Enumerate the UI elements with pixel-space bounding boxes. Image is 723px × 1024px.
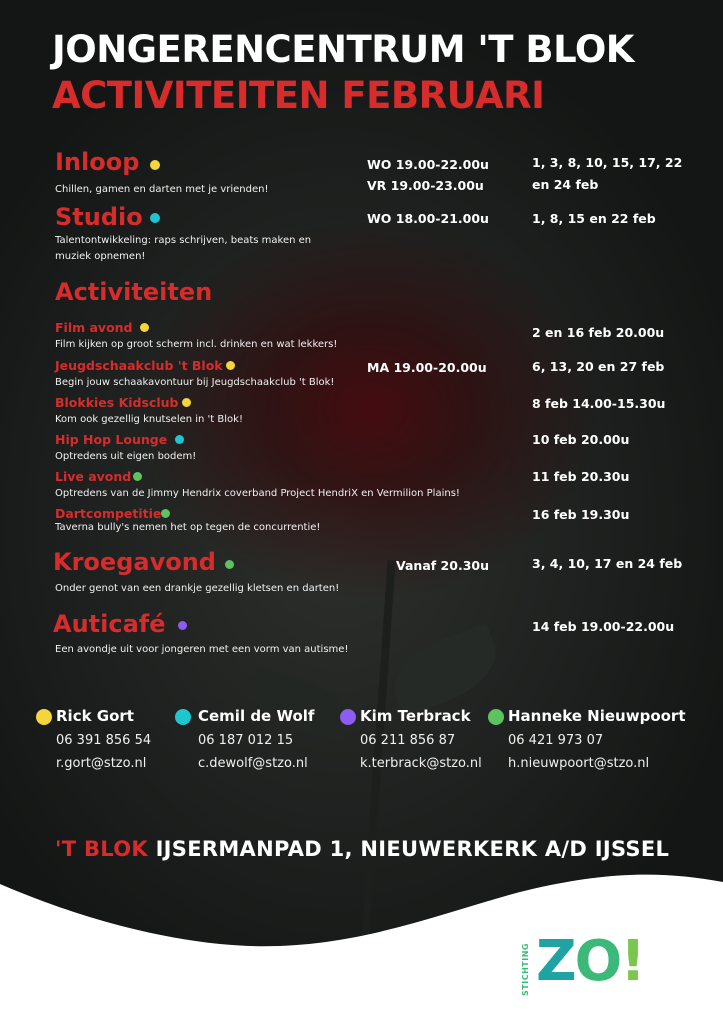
inloop-dates-cont: en 24 feb bbox=[532, 177, 599, 192]
kroegavond-time: Vanaf 20.30u bbox=[396, 558, 489, 573]
inloop-dates: 1, 3, 8, 10, 15, 17, 22 bbox=[532, 155, 683, 170]
auticafe-description: Een avondje uit voor jongeren met een vorm van autisme! bbox=[55, 644, 349, 655]
contact-email[interactable]: c.dewolf@stzo.nl bbox=[198, 756, 308, 771]
logo-side-text: STICHTING bbox=[521, 943, 530, 996]
inloop-heading: Inloop bbox=[55, 148, 140, 176]
logo-exclamation: ! bbox=[620, 929, 644, 994]
contact-name: Kim Terbrack bbox=[360, 707, 471, 725]
activity-description: Film kijken op groot scherm incl. drinken en wat lekkers! bbox=[55, 339, 338, 350]
contact-name: Hanneke Nieuwpoort bbox=[508, 707, 686, 725]
address-text: IJSERMANPAD 1, NIEUWERKERK A/D IJSSEL bbox=[155, 837, 670, 861]
green-dot-icon bbox=[225, 560, 234, 569]
activity-title: Jeugdschaakclub 't Blok bbox=[55, 358, 223, 373]
activity-when: 11 feb 20.30u bbox=[532, 469, 630, 484]
cyan-dot-icon bbox=[175, 435, 184, 444]
green-dot-icon bbox=[161, 509, 170, 518]
contact-phone[interactable]: 06 211 856 87 bbox=[360, 733, 456, 748]
kroegavond-dates: 3, 4, 10, 17 en 24 feb bbox=[532, 556, 683, 571]
yellow-dot-icon bbox=[140, 323, 149, 332]
yellow-dot-icon bbox=[150, 160, 160, 170]
inloop-time-wed: WO 19.00-22.00u bbox=[367, 157, 489, 172]
contact-phone[interactable]: 06 187 012 15 bbox=[198, 733, 294, 748]
yellow-dot-icon bbox=[182, 398, 191, 407]
activity-title: Live avond bbox=[55, 469, 132, 484]
contact-name: Cemil de Wolf bbox=[198, 707, 315, 725]
activity-when: 16 feb 19.30u bbox=[532, 507, 630, 522]
cyan-dot-icon bbox=[175, 709, 191, 725]
green-dot-icon bbox=[133, 472, 142, 481]
studio-description-cont: muziek opnemen! bbox=[55, 251, 146, 262]
activity-when: 8 feb 14.00-15.30u bbox=[532, 396, 666, 411]
activity-when: 6, 13, 20 en 27 feb bbox=[532, 359, 665, 374]
contact-email[interactable]: h.nieuwpoort@stzo.nl bbox=[508, 756, 650, 771]
activity-when: 2 en 16 feb 20.00u bbox=[532, 325, 665, 340]
contact-email[interactable]: r.gort@stzo.nl bbox=[56, 756, 147, 771]
studio-time: WO 18.00-21.00u bbox=[367, 211, 489, 226]
activity-description: Kom ook gezellig knutselen in 't Blok! bbox=[55, 414, 243, 425]
activity-title: Film avond bbox=[55, 320, 133, 335]
activity-time: MA 19.00-20.00u bbox=[367, 360, 487, 375]
yellow-dot-icon bbox=[226, 361, 235, 370]
stichting-zo-logo bbox=[520, 930, 660, 1002]
activity-title: Blokkies Kidsclub bbox=[55, 395, 179, 410]
inloop-description: Chillen, gamen en darten met je vrienden! bbox=[55, 184, 269, 195]
auticafe-heading: Auticafé bbox=[53, 610, 166, 638]
green-dot-icon bbox=[488, 709, 504, 725]
activity-description: Optredens van de Jimmy Hendrix coverband Project HendriX en Vermilion Plains! bbox=[55, 488, 460, 499]
purple-dot-icon bbox=[340, 709, 356, 725]
activity-description: Optredens uit eigen bodem! bbox=[55, 451, 197, 462]
cyan-dot-icon bbox=[150, 213, 160, 223]
logo-wordmark bbox=[536, 930, 644, 994]
inloop-time-fri: VR 19.00-23.00u bbox=[367, 178, 484, 193]
rose-leaf bbox=[383, 623, 507, 717]
contact-name: Rick Gort bbox=[56, 707, 134, 725]
yellow-dot-icon bbox=[36, 709, 52, 725]
activity-title: Hip Hop Lounge bbox=[55, 432, 168, 447]
logo-letter-o: O bbox=[574, 929, 621, 994]
activity-title: Dartcompetitie bbox=[55, 506, 162, 521]
page-subtitle: ACTIVITEITEN FEBRUARI bbox=[52, 74, 545, 117]
auticafe-dates: 14 feb 19.00-22.00u bbox=[532, 619, 675, 634]
activiteiten-heading: Activiteiten bbox=[55, 278, 213, 306]
contact-email[interactable]: k.terbrack@stzo.nl bbox=[360, 756, 482, 771]
activity-description: Taverna bully's nemen het op tegen de concurrentie! bbox=[55, 522, 321, 533]
address-line bbox=[55, 837, 669, 861]
address-accent: 'T BLOK bbox=[55, 837, 148, 861]
page-title: JONGERENCENTRUM 'T BLOK bbox=[52, 28, 634, 71]
purple-dot-icon bbox=[178, 621, 187, 630]
kroegavond-description: Onder genot van een drankje gezellig kletsen en darten! bbox=[55, 583, 340, 594]
studio-description: Talentontwikkeling: raps schrijven, beats maken en bbox=[55, 235, 312, 246]
contact-phone[interactable]: 06 421 973 07 bbox=[508, 733, 604, 748]
activity-description: Begin jouw schaakavontuur bij Jeugdschaakclub 't Blok! bbox=[55, 377, 335, 388]
studio-dates: 1, 8, 15 en 22 feb bbox=[532, 211, 656, 226]
rose-leaf bbox=[245, 668, 355, 742]
logo-letter-z: Z bbox=[536, 929, 575, 994]
contact-phone[interactable]: 06 391 856 54 bbox=[56, 733, 152, 748]
studio-heading: Studio bbox=[55, 203, 143, 231]
activity-when: 10 feb 20.00u bbox=[532, 432, 630, 447]
kroegavond-heading: Kroegavond bbox=[53, 548, 216, 576]
